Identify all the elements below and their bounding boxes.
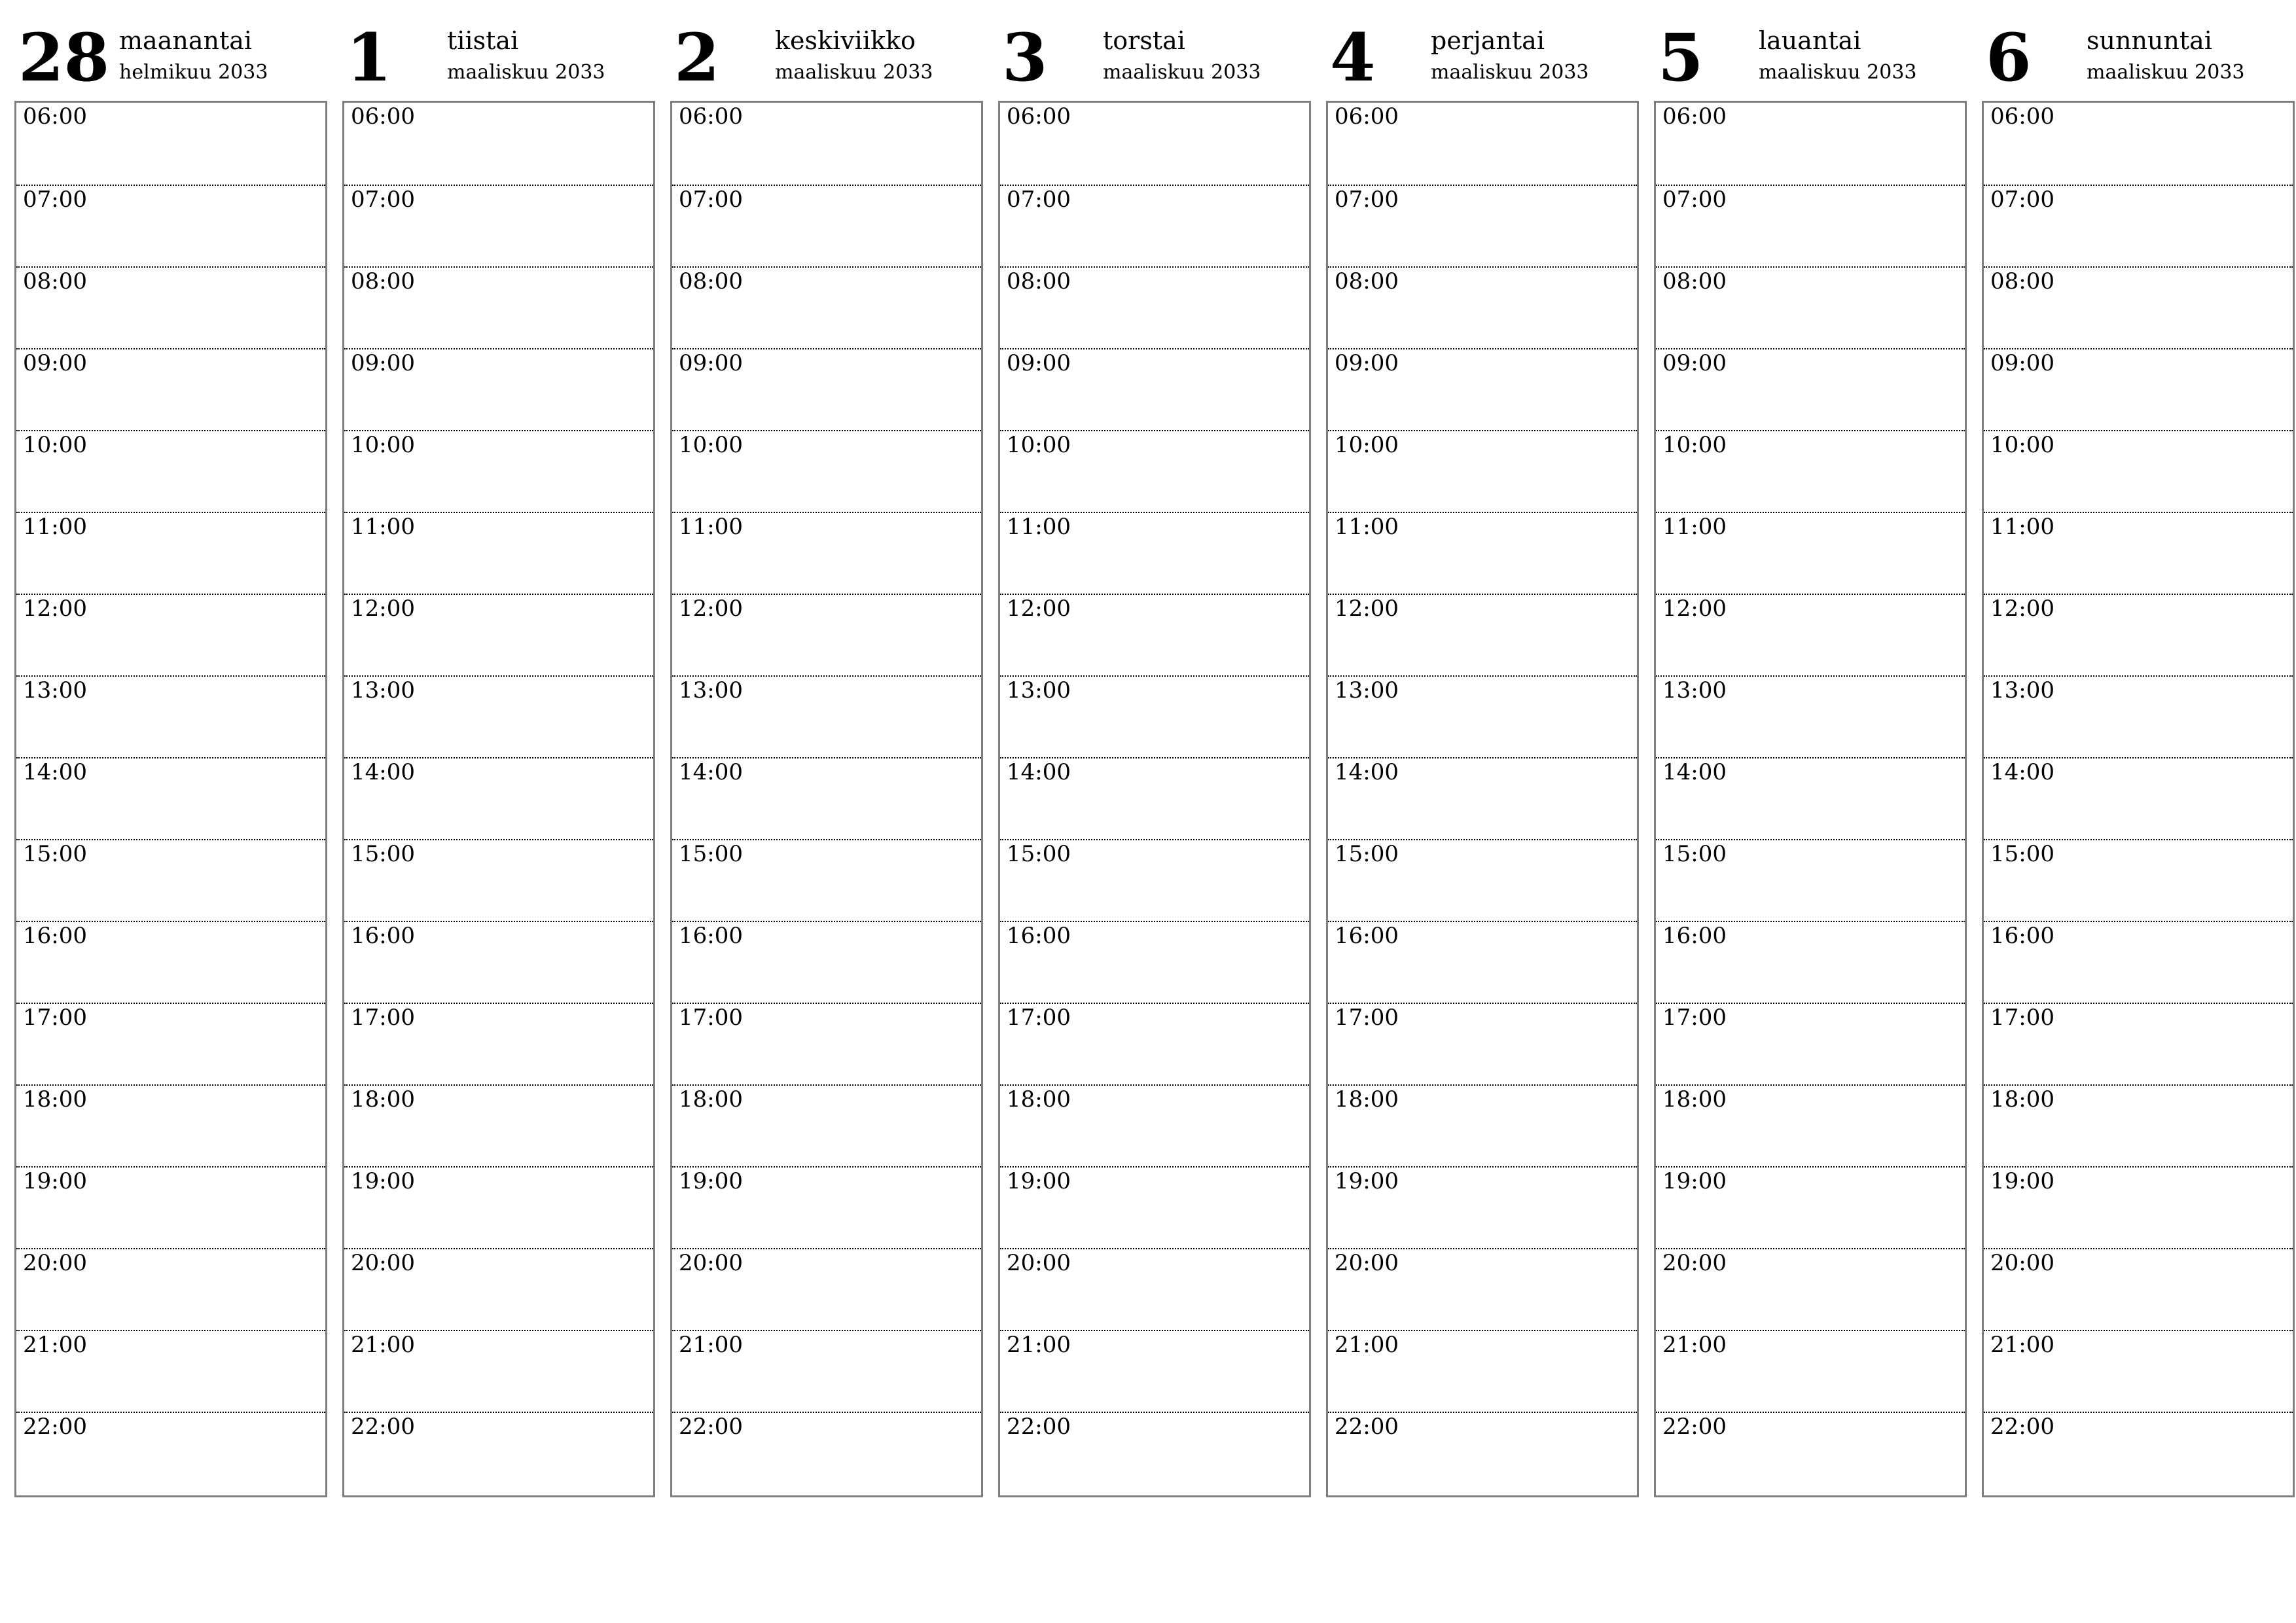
day-header — [670, 18, 983, 101]
hour-label: 14:00 — [1335, 759, 1399, 785]
weekday-name: lauantai — [1759, 26, 1861, 55]
hour-slot[interactable] — [1000, 1084, 1309, 1166]
month-year: maaliskuu 2033 — [447, 61, 605, 84]
hour-label: 20:00 — [679, 1250, 743, 1276]
hour-slot[interactable] — [16, 185, 325, 266]
month-year: maaliskuu 2033 — [775, 61, 933, 84]
hour-slot[interactable] — [1000, 103, 1309, 185]
hour-label: 08:00 — [23, 268, 87, 294]
hour-label: 19:00 — [1335, 1168, 1399, 1194]
weekday-name: tiistai — [447, 26, 519, 55]
hour-slot[interactable] — [16, 103, 325, 185]
hour-label: 21:00 — [1335, 1332, 1399, 1358]
hour-slot[interactable] — [1656, 1412, 1965, 1493]
day-schedule-box — [1982, 101, 2295, 1497]
hour-label: 22:00 — [23, 1414, 87, 1440]
hour-label: 22:00 — [679, 1414, 743, 1440]
day-column — [1326, 18, 1639, 1497]
hour-slot[interactable] — [1000, 594, 1309, 675]
hour-label: 17:00 — [1335, 1005, 1399, 1031]
hour-slot[interactable] — [16, 1003, 325, 1084]
hour-label: 06:00 — [1007, 103, 1071, 130]
hour-slot[interactable] — [1328, 1084, 1637, 1166]
hour-slot[interactable] — [672, 757, 981, 839]
hour-slot[interactable] — [16, 921, 325, 1003]
day-column — [1654, 18, 1967, 1497]
hour-slot[interactable] — [1328, 512, 1637, 594]
hour-slot[interactable] — [1656, 675, 1965, 757]
hour-slot[interactable] — [1328, 1248, 1637, 1330]
hour-label: 18:00 — [1007, 1086, 1071, 1113]
hour-slot[interactable] — [1328, 185, 1637, 266]
hour-label: 16:00 — [679, 923, 743, 949]
hour-slot[interactable] — [1656, 1330, 1965, 1412]
hour-slot[interactable] — [672, 266, 981, 348]
hour-label: 12:00 — [1990, 596, 2054, 622]
weekday-name: sunnuntai — [2087, 26, 2212, 55]
hour-label: 08:00 — [1990, 268, 2054, 294]
hour-slot[interactable] — [1000, 348, 1309, 430]
day-schedule-box — [1654, 101, 1967, 1497]
hour-label: 14:00 — [351, 759, 415, 785]
hour-slot[interactable] — [1984, 185, 2293, 266]
hour-slot[interactable] — [344, 430, 653, 512]
hour-label: 15:00 — [1335, 841, 1399, 867]
hour-slot[interactable] — [1328, 839, 1637, 921]
hour-slot[interactable] — [1000, 839, 1309, 921]
hour-label: 22:00 — [1007, 1414, 1071, 1440]
day-schedule-box — [998, 101, 1311, 1497]
day-number: 6 — [1986, 19, 2032, 96]
hour-label: 06:00 — [1662, 103, 1727, 130]
hour-label: 22:00 — [1662, 1414, 1727, 1440]
hour-label: 11:00 — [1335, 514, 1399, 540]
hour-label: 08:00 — [351, 268, 415, 294]
hour-slot[interactable] — [1328, 103, 1637, 185]
hour-slot[interactable] — [344, 266, 653, 348]
hour-label: 21:00 — [1990, 1332, 2054, 1358]
hour-slot[interactable] — [1328, 594, 1637, 675]
hour-slot[interactable] — [672, 512, 981, 594]
hour-label: 19:00 — [679, 1168, 743, 1194]
hour-slot[interactable] — [1000, 1166, 1309, 1248]
hour-label: 16:00 — [23, 923, 87, 949]
hour-label: 16:00 — [1335, 923, 1399, 949]
hour-slot[interactable] — [1656, 921, 1965, 1003]
hour-slot[interactable] — [672, 430, 981, 512]
hour-label: 16:00 — [1662, 923, 1727, 949]
hour-slot[interactable] — [1984, 839, 2293, 921]
hour-slot[interactable] — [1656, 757, 1965, 839]
hour-label: 08:00 — [1007, 268, 1071, 294]
hour-slot[interactable] — [344, 594, 653, 675]
hour-label: 07:00 — [23, 187, 87, 213]
hour-label: 12:00 — [679, 596, 743, 622]
hour-label: 09:00 — [351, 350, 415, 376]
hour-slot[interactable] — [344, 1412, 653, 1493]
day-number: 4 — [1330, 19, 1376, 96]
hour-slot[interactable] — [1984, 103, 2293, 185]
hour-label: 09:00 — [1990, 350, 2054, 376]
hour-label: 22:00 — [351, 1414, 415, 1440]
hour-slot[interactable] — [1328, 921, 1637, 1003]
hour-slot[interactable] — [1000, 266, 1309, 348]
hour-label: 10:00 — [1990, 432, 2054, 458]
hour-slot[interactable] — [1656, 1084, 1965, 1166]
hour-label: 16:00 — [351, 923, 415, 949]
hour-slot[interactable] — [1984, 921, 2293, 1003]
hour-label: 21:00 — [1662, 1332, 1727, 1358]
hour-slot[interactable] — [1984, 1003, 2293, 1084]
hour-label: 15:00 — [1007, 841, 1071, 867]
hour-label: 14:00 — [1662, 759, 1727, 785]
hour-label: 07:00 — [1990, 187, 2054, 213]
hour-slot[interactable] — [16, 675, 325, 757]
hour-slot[interactable] — [1656, 266, 1965, 348]
hour-label: 06:00 — [23, 103, 87, 130]
hour-slot[interactable] — [1000, 1412, 1309, 1493]
hour-slot[interactable] — [344, 675, 653, 757]
hour-slot[interactable] — [1000, 512, 1309, 594]
hour-slot[interactable] — [672, 1166, 981, 1248]
day-schedule-box — [342, 101, 655, 1497]
hour-label: 15:00 — [351, 841, 415, 867]
hour-slot[interactable] — [672, 1248, 981, 1330]
hour-slot[interactable] — [16, 757, 325, 839]
hour-label: 21:00 — [679, 1332, 743, 1358]
hour-label: 08:00 — [1662, 268, 1727, 294]
weekday-name: torstai — [1103, 26, 1185, 55]
hour-slot[interactable] — [1328, 1412, 1637, 1493]
hour-label: 19:00 — [1007, 1168, 1071, 1194]
hour-label: 15:00 — [1990, 841, 2054, 867]
hour-slot[interactable] — [344, 185, 653, 266]
hour-label: 20:00 — [1007, 1250, 1071, 1276]
day-header — [14, 18, 327, 101]
hour-slot[interactable] — [344, 348, 653, 430]
hour-label: 09:00 — [23, 350, 87, 376]
hour-slot[interactable] — [1000, 430, 1309, 512]
hour-slot[interactable] — [672, 1084, 981, 1166]
hour-label: 13:00 — [1990, 677, 2054, 704]
day-column — [670, 18, 983, 1497]
hour-slot[interactable] — [1328, 1166, 1637, 1248]
hour-label: 10:00 — [351, 432, 415, 458]
hour-label: 19:00 — [23, 1168, 87, 1194]
hour-slot[interactable] — [344, 1084, 653, 1166]
hour-label: 06:00 — [679, 103, 743, 130]
hour-slot[interactable] — [1984, 348, 2293, 430]
hour-label: 18:00 — [351, 1086, 415, 1113]
hour-label: 06:00 — [1990, 103, 2054, 130]
hour-label: 11:00 — [23, 514, 87, 540]
hour-slot[interactable] — [16, 430, 325, 512]
hour-label: 14:00 — [679, 759, 743, 785]
hour-label: 11:00 — [1007, 514, 1071, 540]
hour-slot[interactable] — [672, 839, 981, 921]
hour-slot[interactable] — [672, 103, 981, 185]
hour-slot[interactable] — [16, 266, 325, 348]
hour-label: 19:00 — [351, 1168, 415, 1194]
hour-slot[interactable] — [16, 1166, 325, 1248]
hour-slot[interactable] — [1000, 921, 1309, 1003]
hour-slot[interactable] — [672, 1003, 981, 1084]
hour-slot[interactable] — [672, 594, 981, 675]
hour-label: 10:00 — [23, 432, 87, 458]
hour-slot[interactable] — [1000, 185, 1309, 266]
hour-label: 13:00 — [23, 677, 87, 704]
hour-slot[interactable] — [1984, 1248, 2293, 1330]
month-year: maaliskuu 2033 — [2087, 61, 2245, 84]
hour-label: 06:00 — [351, 103, 415, 130]
day-schedule-box — [1326, 101, 1639, 1497]
hour-label: 10:00 — [1662, 432, 1727, 458]
hour-label: 17:00 — [1990, 1005, 2054, 1031]
hour-slot[interactable] — [16, 1248, 325, 1330]
weekday-name: maanantai — [119, 26, 253, 55]
hour-slot[interactable] — [672, 1330, 981, 1412]
hour-label: 16:00 — [1990, 923, 2054, 949]
hour-slot[interactable] — [344, 921, 653, 1003]
day-header — [1326, 18, 1639, 101]
hour-label: 21:00 — [1007, 1332, 1071, 1358]
hour-label: 14:00 — [23, 759, 87, 785]
hour-slot[interactable] — [344, 1248, 653, 1330]
hour-slot[interactable] — [1656, 594, 1965, 675]
hour-label: 11:00 — [679, 514, 743, 540]
hour-label: 18:00 — [23, 1086, 87, 1113]
hour-label: 19:00 — [1990, 1168, 2054, 1194]
hour-slot[interactable] — [1000, 1003, 1309, 1084]
hour-label: 21:00 — [23, 1332, 87, 1358]
hour-label: 22:00 — [1990, 1414, 2054, 1440]
hour-label: 12:00 — [1007, 596, 1071, 622]
hour-slot[interactable] — [1328, 757, 1637, 839]
hour-slot[interactable] — [672, 185, 981, 266]
hour-label: 18:00 — [1990, 1086, 2054, 1113]
month-year: maaliskuu 2033 — [1103, 61, 1261, 84]
hour-slot[interactable] — [1984, 1166, 2293, 1248]
hour-label: 09:00 — [1662, 350, 1727, 376]
hour-label: 18:00 — [1335, 1086, 1399, 1113]
day-header — [1982, 18, 2295, 101]
hour-slot[interactable] — [16, 1412, 325, 1493]
day-number: 2 — [674, 19, 720, 96]
hour-slot[interactable] — [344, 839, 653, 921]
hour-label: 11:00 — [1990, 514, 2054, 540]
hour-slot[interactable] — [344, 1166, 653, 1248]
hour-slot[interactable] — [1328, 1003, 1637, 1084]
hour-label: 09:00 — [1335, 350, 1399, 376]
hour-label: 12:00 — [1662, 596, 1727, 622]
hour-label: 14:00 — [1007, 759, 1071, 785]
hour-slot[interactable] — [1328, 430, 1637, 512]
hour-label: 20:00 — [1335, 1250, 1399, 1276]
hour-slot[interactable] — [672, 675, 981, 757]
hour-label: 07:00 — [351, 187, 415, 213]
hour-label: 10:00 — [1007, 432, 1071, 458]
hour-slot[interactable] — [344, 512, 653, 594]
hour-slot[interactable] — [1328, 675, 1637, 757]
hour-label: 10:00 — [1335, 432, 1399, 458]
weekday-name: keskiviikko — [775, 26, 916, 55]
hour-slot[interactable] — [16, 839, 325, 921]
hour-slot[interactable] — [1000, 675, 1309, 757]
day-number: 28 — [18, 19, 110, 96]
hour-slot[interactable] — [1000, 1330, 1309, 1412]
hour-slot[interactable] — [1656, 430, 1965, 512]
hour-label: 08:00 — [679, 268, 743, 294]
hour-slot[interactable] — [344, 103, 653, 185]
hour-slot[interactable] — [1000, 757, 1309, 839]
hour-label: 07:00 — [1662, 187, 1727, 213]
day-column — [1982, 18, 2295, 1497]
hour-slot[interactable] — [1656, 1003, 1965, 1084]
hour-slot[interactable] — [1328, 348, 1637, 430]
hour-label: 07:00 — [1335, 187, 1399, 213]
hour-label: 13:00 — [1662, 677, 1727, 704]
hour-label: 11:00 — [1662, 514, 1727, 540]
day-header — [342, 18, 655, 101]
hour-label: 17:00 — [351, 1005, 415, 1031]
hour-label: 08:00 — [1335, 268, 1399, 294]
hour-label: 17:00 — [1662, 1005, 1727, 1031]
hour-slot[interactable] — [1984, 594, 2293, 675]
hour-label: 11:00 — [351, 514, 415, 540]
hour-label: 12:00 — [351, 596, 415, 622]
hour-label: 21:00 — [351, 1332, 415, 1358]
hour-slot[interactable] — [1656, 1248, 1965, 1330]
day-header — [1654, 18, 1967, 101]
day-schedule-box — [14, 101, 327, 1497]
hour-slot[interactable] — [1328, 1330, 1637, 1412]
month-year: maaliskuu 2033 — [1431, 61, 1589, 84]
hour-slot[interactable] — [1984, 512, 2293, 594]
hour-slot[interactable] — [1984, 1084, 2293, 1166]
hour-slot[interactable] — [672, 1412, 981, 1493]
hour-label: 20:00 — [23, 1250, 87, 1276]
hour-slot[interactable] — [16, 348, 325, 430]
hour-slot[interactable] — [16, 512, 325, 594]
hour-label: 15:00 — [679, 841, 743, 867]
hour-slot[interactable] — [16, 594, 325, 675]
hour-label: 13:00 — [1335, 677, 1399, 704]
hour-slot[interactable] — [672, 348, 981, 430]
day-column — [14, 18, 327, 1497]
hour-slot[interactable] — [1656, 103, 1965, 185]
hour-slot[interactable] — [1656, 512, 1965, 594]
hour-slot[interactable] — [672, 921, 981, 1003]
hour-label: 15:00 — [1662, 841, 1727, 867]
hour-label: 17:00 — [1007, 1005, 1071, 1031]
hour-label: 07:00 — [1007, 187, 1071, 213]
hour-slot[interactable] — [344, 1003, 653, 1084]
hour-label: 20:00 — [1662, 1250, 1727, 1276]
hour-slot[interactable] — [1984, 430, 2293, 512]
hour-label: 13:00 — [679, 677, 743, 704]
month-year: helmikuu 2033 — [119, 61, 268, 84]
weekday-name: perjantai — [1431, 26, 1545, 55]
hour-label: 13:00 — [351, 677, 415, 704]
hour-label: 20:00 — [1990, 1250, 2054, 1276]
hour-slot[interactable] — [1984, 1330, 2293, 1412]
day-schedule-box — [670, 101, 983, 1497]
hour-label: 09:00 — [1007, 350, 1071, 376]
hour-slot[interactable] — [1328, 266, 1637, 348]
hour-slot[interactable] — [1984, 1412, 2293, 1493]
hour-label: 06:00 — [1335, 103, 1399, 130]
hour-slot[interactable] — [1656, 185, 1965, 266]
weekly-planner — [14, 18, 2295, 1497]
day-number: 3 — [1002, 19, 1048, 96]
hour-label: 19:00 — [1662, 1168, 1727, 1194]
hour-label: 22:00 — [1335, 1414, 1399, 1440]
hour-slot[interactable] — [1984, 757, 2293, 839]
hour-slot[interactable] — [1656, 348, 1965, 430]
hour-slot[interactable] — [16, 1330, 325, 1412]
day-number: 5 — [1658, 19, 1704, 96]
hour-slot[interactable] — [1656, 839, 1965, 921]
hour-slot[interactable] — [344, 757, 653, 839]
hour-label: 16:00 — [1007, 923, 1071, 949]
hour-label: 18:00 — [1662, 1086, 1727, 1113]
hour-label: 18:00 — [679, 1086, 743, 1113]
hour-label: 07:00 — [679, 187, 743, 213]
hour-label: 17:00 — [23, 1005, 87, 1031]
hour-label: 13:00 — [1007, 677, 1071, 704]
hour-label: 12:00 — [1335, 596, 1399, 622]
day-header — [998, 18, 1311, 101]
hour-label: 12:00 — [23, 596, 87, 622]
hour-slot[interactable] — [1984, 266, 2293, 348]
hour-slot[interactable] — [1000, 1248, 1309, 1330]
hour-label: 15:00 — [23, 841, 87, 867]
hour-label: 10:00 — [679, 432, 743, 458]
hour-label: 17:00 — [679, 1005, 743, 1031]
month-year: maaliskuu 2033 — [1759, 61, 1917, 84]
day-number: 1 — [346, 19, 392, 96]
day-column — [342, 18, 655, 1497]
hour-label: 14:00 — [1990, 759, 2054, 785]
hour-slot[interactable] — [344, 1330, 653, 1412]
hour-slot[interactable] — [1656, 1166, 1965, 1248]
hour-label: 09:00 — [679, 350, 743, 376]
hour-label: 20:00 — [351, 1250, 415, 1276]
hour-slot[interactable] — [16, 1084, 325, 1166]
hour-slot[interactable] — [1984, 675, 2293, 757]
day-column — [998, 18, 1311, 1497]
